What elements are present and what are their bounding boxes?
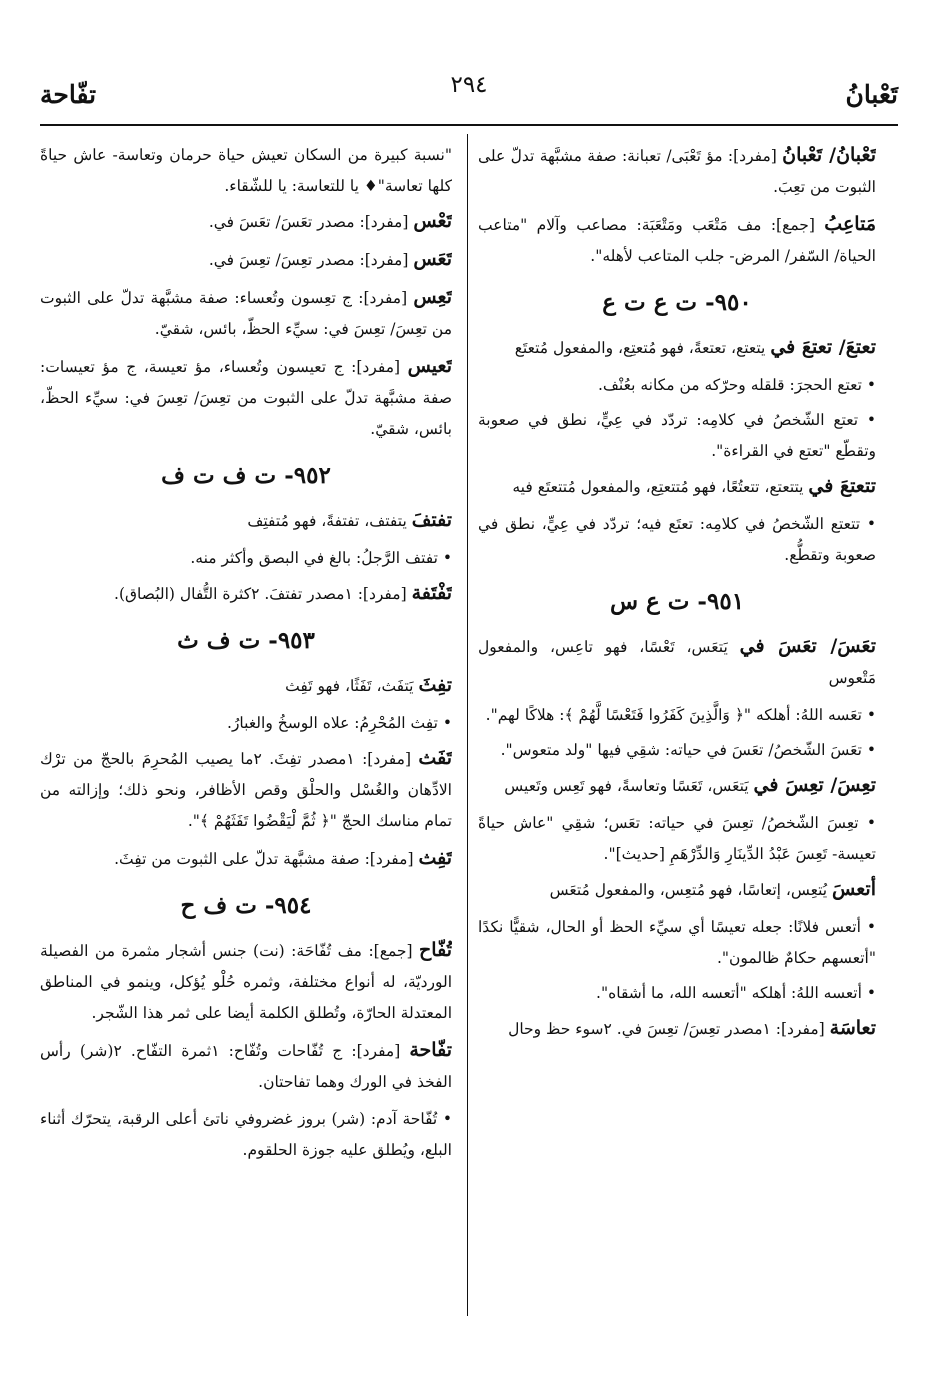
dictionary-entry [40,206,452,238]
page-header [40,72,898,122]
entry-headword: تعتعَ/ تعتعَ في [770,336,876,358]
dictionary-entry [40,743,452,837]
entry-definition: [جمع]: مف مَتْعَب ومَتْعَبَة: مصاعب وآلام "متاعب الحياة/ السّفر/ المرض- جلب المتاعب لأهله". [478,216,876,265]
dictionary-entry [478,140,876,203]
entry-definition: • تتعتع الشّخصُ في كلامِه: تعتَع فيه؛ تردّد في عِيٍّ، نطق في صعوبة وتقطُّع. [478,515,876,564]
entry-definition: [مفرد]: ١مصدر تعِسَ/ تعِسَ في. ٢سوء حظ وحال [508,1020,830,1038]
entry-definition: يُتعِس، إتعاسًا، فهو مُتعِس، والمفعول مُتعَس [549,881,833,899]
section-heading-951: ٩٥١- ت ع س [609,588,745,615]
entry-sense [478,700,876,731]
entry-definition: يَتعَس، تَعَسًا وتعاسةً، فهو تَعِس وتَعيس [504,777,754,795]
entry-sense [478,808,876,870]
entry-headword: تَعْبانُ/ تَعْبانُ [782,144,876,166]
entry-definition: • تعِسَ الشّخصُ/ تعِسَ في حياته: تعَس؛ شقِي "عاش حياةً تعيسة- تَعِسَ عَبْدُ الدِّينَارِ وَالدِّرْهَمِ [حديث]". [478,814,876,863]
entry-headword: تفِثَ [418,674,452,696]
dictionary-entry [40,670,452,702]
entry-definition: • تعتع الشّخصُ في كلامِه: تردّد في عِيٍّ، نطق في صعوبة وتقطّع "تعتع في القراءة". [478,411,876,460]
entry-headword: تفتفَ [411,509,452,531]
dictionary-entry [40,282,452,345]
entry-headword: تعاسَة [829,1017,876,1039]
entry-sense [478,912,876,974]
entry-definition: [مفرد]: ج تعِسون وتُعساء: صفة مشبَّهة تدلّ على الثبوت من تعِسَ/ تعِسَ في: سيِّء الحظّ، بائس، شقيّ. [40,289,452,338]
entry-headword: تفّاحة [409,1039,452,1061]
entry-definition: • تُفّاحة آدم: (شر) بروز غضروفي ناتئ أعلى الرقبة، يتحرّك أثناء البلع، ويُطلق عليه جوزة الحلقوم. [40,1110,452,1159]
entry-definition: • تعَسه اللهُ: أهلكه "﴿ وَالَّذِينَ كَفَرُوا فَتَعْسًا لَّهُمْ ﴾: هلاكًا لهم". [485,706,876,724]
entry-definition: • تفِث المُحْرِمُ: علاه الوسخُ والغبارُ. [227,714,452,732]
entry-definition: • أتعس فلانًا: جعله تعيسًا أي سيِّء الحظ أو الحال، شقيًّا نكدًا "أتعسهم حكامٌ ظالمون". [478,918,876,967]
column-divider [467,134,468,1316]
entry-sense [478,978,876,1009]
dictionary-entry [40,935,452,1029]
entry-sense [40,543,452,574]
entry-definition: [مفرد]: ج تعيسون وتُعساء، مؤ تعيسة، ج مؤ تعيسات: صفة مشبَّهة تدلّ على الثبوت من تعِسَ/ تعِسَ في: سيِّء الحظّ، بائس، شقيّ. [40,358,452,438]
entry-headword: أتعسَ [832,878,876,900]
entry-definition: • أتعسه اللهُ: أهلكه "أتعسه الله، ما أشقاه". [596,984,876,1002]
entry-sense [40,1104,452,1166]
dictionary-entry [478,1013,876,1045]
entry-headword: تَفْتَفة [411,582,452,604]
section-heading-954: ٩٥٤- ت ف ح [180,892,312,919]
header-first-keyword: تَعْبانُ [845,80,898,109]
entry-definition: [مفرد]: مصدر تعَسَ/ تعَسَ في. [208,213,414,231]
dictionary-entry [478,471,876,503]
header-last-keyword: تفّاحة [40,80,97,109]
entry-definition: [مفرد]: ١مصدر تفِثَ. ٢ما يصيب المُحرِمَ بالحجّ من ترْك الادِّهان والغُسْل والحلْق وقص الأظافر، ونحو ذلك؛ وإزالته من تمام مناسك الحجّ "﴿ ثُمَّ لْيَقْضُوا تَفَثَهُمْ ﴾". [40,750,452,830]
entry-headword: تَعيس [407,355,452,377]
header-rule [40,124,898,126]
dictionary-entry [478,631,876,694]
dictionary-entry [478,332,876,364]
dictionary-entry [478,874,876,906]
section-heading-950: ٩٥٠- ت ع ت ع [602,289,752,316]
dictionary-entry [478,770,876,802]
dictionary-entry [40,1035,452,1098]
right-column [478,140,876,1320]
entry-definition: يَتعَس، تَعْسًا، فهو تاعِس، والمفعول مَتْعوس [478,638,876,687]
entry-definition: يتفتف، تفتفةً، فهو مُتفتِف [247,512,412,530]
entry-sense [40,140,452,202]
entry-definition: يتعتع، تعتعةً، فهو مُتعتِع، والمفعول مُتعتَع [514,339,771,357]
entry-sense [478,370,876,401]
entry-definition: • تعَسَ الشّخصُ/ تعَسَ في حياته: شقِي فيها "ولد متعوس". [500,741,876,759]
entry-definition: [مفرد]: صفة مشبَّهة تدلّ على الثبوت من تفِثَ. [114,850,419,868]
entry-sense [40,708,452,739]
entry-definition: [مفرد]: مصدر تعِسَ/ تعِسَ في. [208,251,414,269]
entry-headword: تعِسَ/ تعِسَ في [753,774,876,796]
entry-sense [478,509,876,571]
entry-sense [478,735,876,766]
section-heading-952: ٩٥٢- ت ف ت ف [161,462,331,489]
entry-headword: تَعَس [413,248,452,270]
entry-definition: • تفتف الرَّجلُ: بالغ في البصق وأكثر منه. [190,549,452,567]
left-column [40,140,452,1320]
entry-sense [478,405,876,467]
entry-headword: تَعِس [413,286,452,308]
entry-headword: مَتاعِبُ [824,213,876,235]
dictionary-entry [40,351,452,445]
entry-definition: [مفرد]: ١مصدر تفتفَ. ٢كثرة التُّفال (البُصاق). [114,585,412,603]
entry-headword: تعَسَ/ تعَسَ في [739,635,876,657]
entry-headword: تَفَث [418,747,452,769]
section-heading-953: ٩٥٣- ت ف ث [177,627,315,654]
page-number: ٢٩٤ [450,72,488,98]
entry-headword: تتعتعَ في [808,475,876,497]
entry-definition: • تعتع الحجرَ: قلقله وحرّكه من مكانه بعُنْف. [597,376,876,394]
entry-headword: تَفِث [418,847,452,869]
entry-definition: يَتفَث، تَفَثًا، فهو تَفِث [285,677,419,695]
dictionary-entry [40,578,452,610]
entry-definition: "نسبة كبيرة من السكان تعيش حياة حرمان وتعاسة- عاش حياةً كلها تعاسة"♦ يا للتعاسة: يا للشّقاء. [40,146,452,195]
dictionary-entry [40,244,452,276]
entry-definition: [مفرد]: ج تُفّاحات وتُفّاح: ١ثمرة التفّاح. ٢(شر) رأس الفخذ في الورك وهما تفاحتان. [40,1042,452,1091]
dictionary-entry [40,505,452,537]
entry-definition: [مفرد]: مؤ تَعْبَى/ تعبانة: صفة مشبَّهة تدلّ على الثبوت من تعِبَ. [478,147,876,196]
entry-headword: تُفّاح [419,939,452,961]
dictionary-entry [40,843,452,875]
entry-definition: [جمع]: مف تُفّاحَة: (نت) جنس أشجار مثمرة من الفصيلة الورديّة، له أنواع مختلفة، وثمره حُلْو يُؤكل، وينمو في المناطق المعتدلة الحارّة، وتُطلق الكلمة أيضا على ثمر هذا الشّجر. [40,942,452,1022]
entry-headword: تَعْس [413,210,452,232]
dictionary-entry [478,209,876,272]
entry-definition: يتتعتع، تتعتُعًا، فهو مُتتعتِع، والمفعول مُتتعتَع فيه [512,478,809,496]
